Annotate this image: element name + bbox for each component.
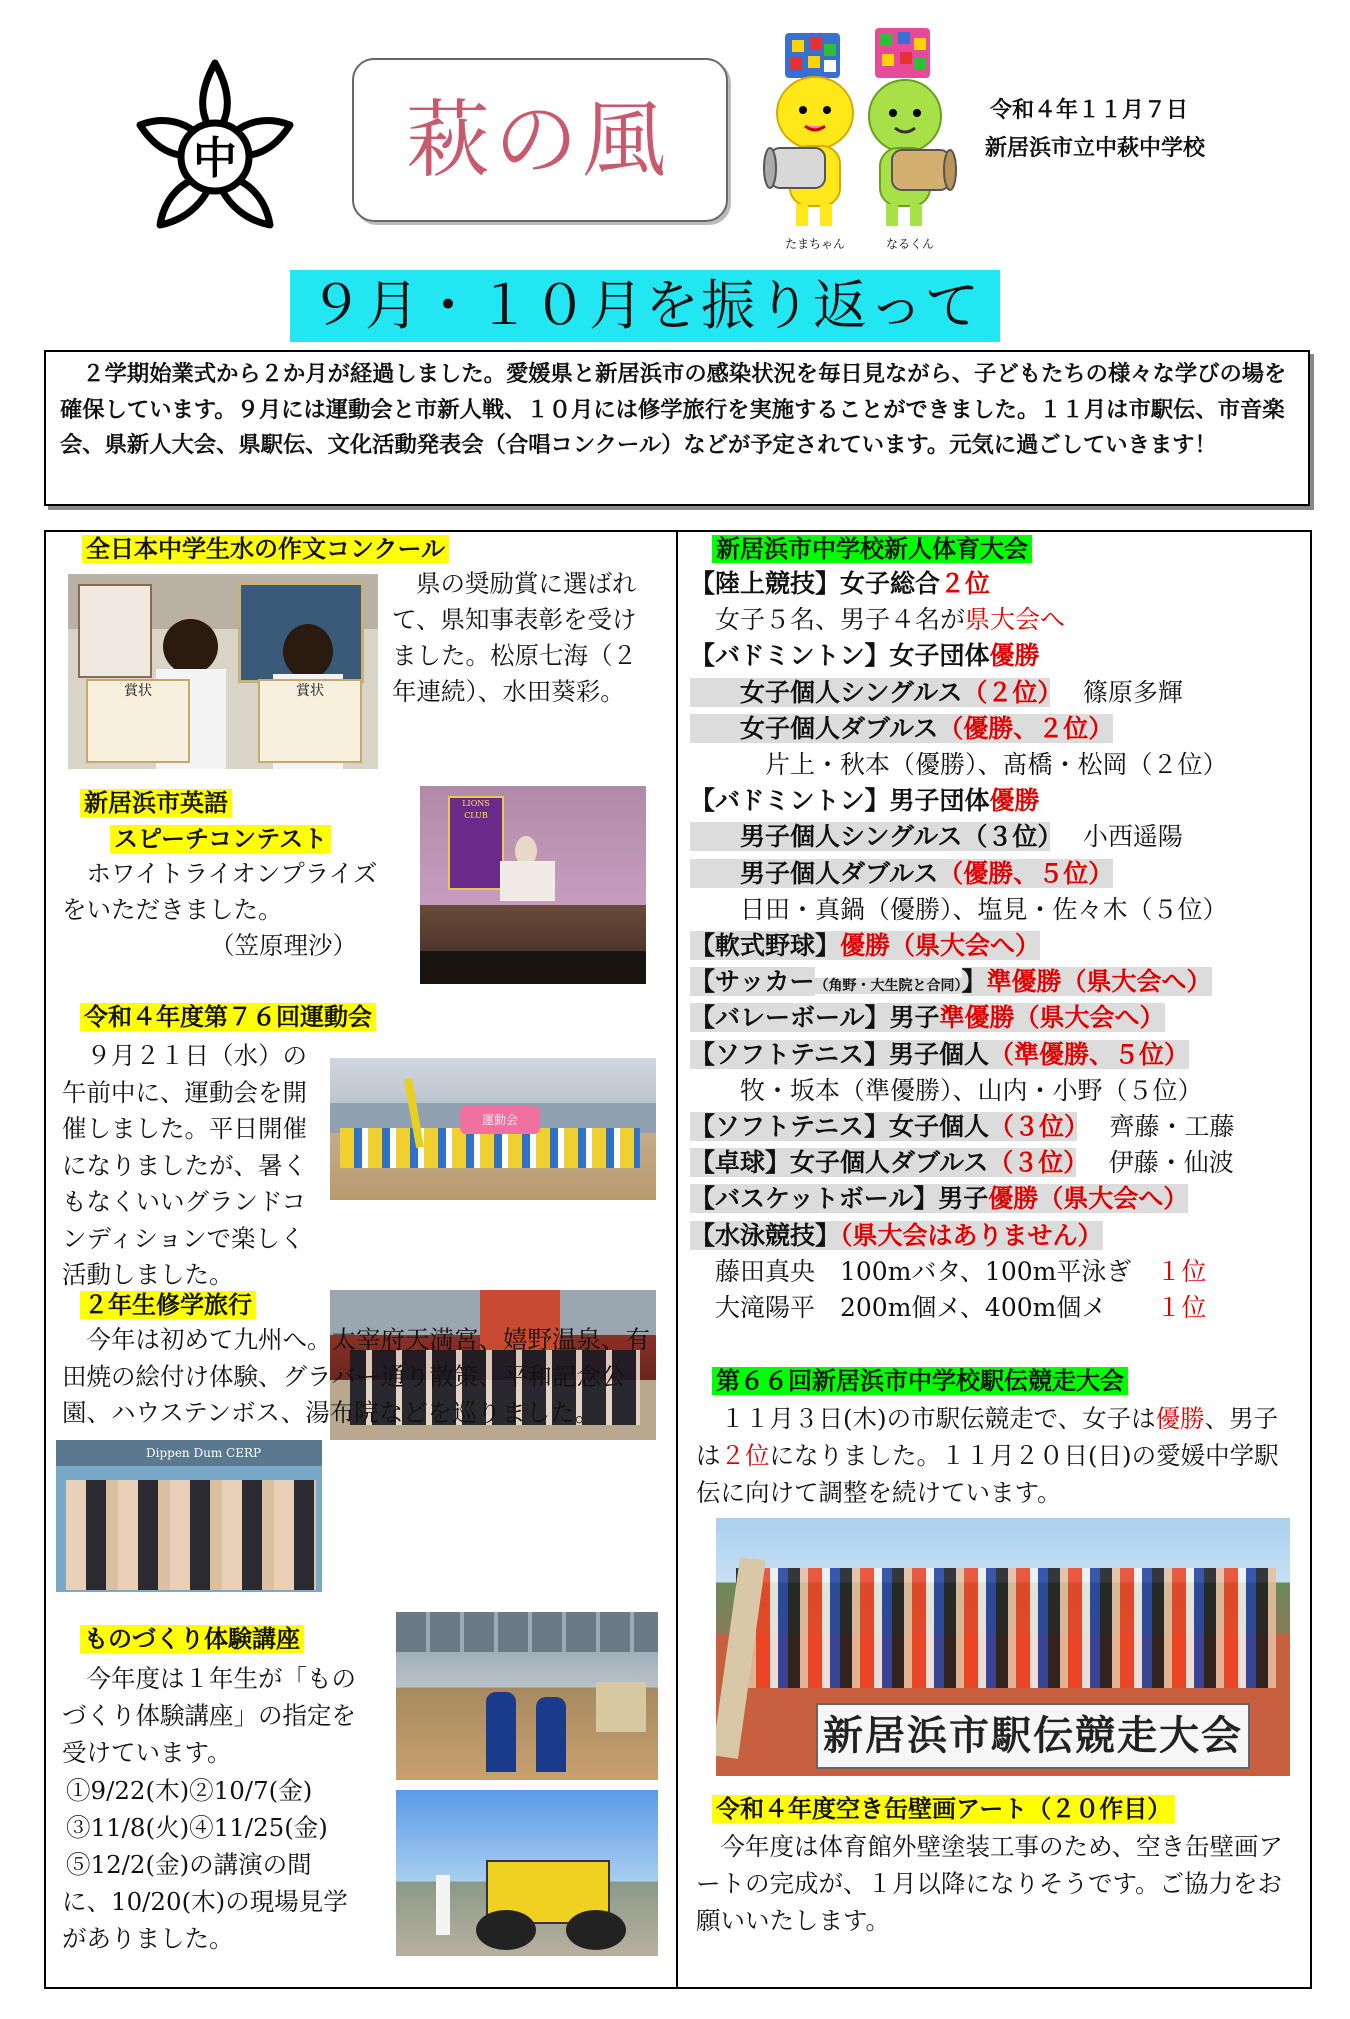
meet-result-part: 【陸上競技】女子総合 <box>690 569 941 598</box>
craft-dates-2: ③11/8(火)④11/25(金) <box>66 1813 328 1842</box>
meet-result-part: 優勝（県大会へ） <box>988 1184 1189 1214</box>
meet-result-part: 優勝（県大会へ） <box>840 931 1041 960</box>
meet-result-part: 伊藤・仙波 <box>1075 1148 1234 1178</box>
meet-result-line <box>690 1290 1206 1326</box>
meet-result-part: 男子個人シングルス（３位） <box>690 822 1050 852</box>
sports-heading-wrap <box>80 1000 376 1034</box>
meet-result-line <box>690 783 1040 819</box>
road-roller-photo <box>396 1790 658 1956</box>
ekiden-team-photo <box>716 1518 1290 1776</box>
meet-result-part: 【サッカー <box>690 967 815 997</box>
meet-result-line <box>690 819 1183 855</box>
meet-result-part: （角野・大生院と合同） <box>814 978 962 995</box>
meet-result-line <box>690 675 1183 711</box>
meet-result-part: （３位） <box>989 1112 1077 1141</box>
essay-heading-wrap <box>82 532 449 566</box>
sports-body: ９月２１日（水）の午前中に、運動会を開催しました。平日開催になりましたが、暑くもなくいいグランドコンディションで楽しく活動しました。 <box>62 1041 307 1289</box>
meet-result-line <box>690 1000 1165 1036</box>
craft-body-2: に、10/20(木)の現場見学がありました。 <box>62 1887 348 1953</box>
meet-result-part: 【バレーボール】男子 <box>690 1003 940 1033</box>
meet-result-part: 県大会へ <box>965 605 1066 635</box>
meet-result-part: １位 <box>1156 1293 1207 1322</box>
mascot-right-name: なるくん <box>885 237 935 251</box>
speech-contest-photo <box>420 786 646 984</box>
meet-result-part: 【卓球】女子個人ダブルス <box>690 1148 989 1178</box>
certificate-1: 賞状 <box>86 679 190 763</box>
ekiden-body-c: になりました。１１月２０日(日)の愛媛中学駅伝に向けて調整を続けています。 <box>696 1441 1279 1507</box>
essay-award-photo <box>68 574 378 769</box>
speech-heading-wrap-1 <box>80 786 232 820</box>
school-name: 新居浜市立中萩中学校 <box>985 136 1206 161</box>
newsletter-title: 萩の風 <box>405 91 670 189</box>
meet-result-line <box>690 1145 1234 1181</box>
meet-result-part: （２位） <box>962 677 1050 707</box>
lions-banner: LIONS CLUB <box>448 796 504 890</box>
craft-dates-1: ①9/22(木)②10/7(金) <box>66 1776 313 1805</box>
meet-result-part: 【ソフトテニス】女子個人 <box>690 1112 990 1141</box>
meet-result-part: （優勝、５位） <box>938 858 1114 888</box>
ekiden-banner: 新居浜市駅伝競走大会 <box>816 1703 1250 1769</box>
meet-result-part: １位 <box>1156 1256 1207 1286</box>
meet-result-line <box>690 711 1113 747</box>
meet-result-part: 【軟式野球】 <box>690 931 841 960</box>
meet-result-part: 優勝 <box>989 786 1040 816</box>
ekiden-body-b: 、男子は <box>696 1404 1279 1470</box>
meet-result-line <box>690 1181 1188 1217</box>
essay-heading: 全日本中学生水の作文コンクール <box>82 535 449 563</box>
ekiden-heading-wrap <box>712 1364 1128 1398</box>
meet-result-part: （３位） <box>988 1148 1076 1178</box>
meet-result-part: （準優勝、５位） <box>989 1039 1190 1069</box>
meet-result-line <box>690 1218 1103 1254</box>
mascot-illustration <box>760 28 960 256</box>
ekiden-heading: 第６６回新居浜市中学校駅伝競走大会 <box>712 1367 1128 1395</box>
meet-result-part: 大滝陽平 200m個メ、400m個メ <box>690 1293 1157 1322</box>
can-body: 今年度は体育館外壁塗装工事のため、空き缶壁画アートの完成が、１月以降になりそうです。ご協力をお願いいたします。 <box>696 1832 1284 1935</box>
meet-result-part: 齊藤・工藤 <box>1076 1112 1235 1141</box>
speech-heading-1: 新居浜市英語 <box>80 789 232 817</box>
craft-body: 今年度は１年生が「ものづくり体験講座」の指定を受けています。 <box>62 1664 356 1767</box>
sports-banner: 運動会 <box>460 1106 540 1134</box>
intro-text: ２学期始業式から２か月が経過しました。愛媛県と新居浜市の感染状況を毎日見ながら、子どもたちの様々な学びの場を確保しています。９月には運動会と市新人戦、１０月には修学旅行を実施することができました。１１月は市駅伝、市音楽会、県新人大会、県駅伝、文化活動発表会（合唱コンクール）などが予定されています。元気に過ごしていきます！ <box>60 361 1287 458</box>
meet-heading-wrap <box>712 532 1032 566</box>
meet-result-part: 日田・真鍋（優勝）、塩見・佐々木（５位） <box>690 894 1228 924</box>
craft-dates-3: ⑤12/2(金)の講演の間 <box>66 1850 312 1879</box>
meet-result-part: 女子個人ダブルス <box>690 713 939 743</box>
meet-result-line <box>690 928 1040 964</box>
certificate-2: 賞状 <box>258 679 362 763</box>
speech-body: ホワイトライオンプライズをいただきました。 <box>62 859 378 924</box>
emblem-char: 中 <box>193 133 237 184</box>
ekiden-body <box>696 1400 1296 1511</box>
meet-result-part: 【水泳競技】 <box>690 1220 841 1250</box>
meet-result-part: 【ソフトテニス】男子個人 <box>690 1039 990 1069</box>
sports-festival-photo <box>330 1058 656 1200</box>
meet-result-line <box>690 1254 1206 1290</box>
meet-result-line <box>690 1073 1203 1109</box>
meet-result-part: 優勝 <box>989 641 1040 671</box>
factory-photo <box>396 1612 658 1780</box>
essay-body: 県の奨励賞に選ばれて、県知事表彰を受けました。松原七海（２年連続）、水田葵彩。 <box>392 569 637 706</box>
ekiden-girls-result: 優勝 <box>1155 1404 1205 1433</box>
trip-body <box>62 1322 662 1592</box>
meet-result-part: 女子５名、男子４名が <box>690 605 966 635</box>
speech-winner-name: （笠原理沙） <box>210 931 357 960</box>
trip-sign: Dippen Dum CERP <box>56 1440 322 1466</box>
meet-result-line <box>690 856 1113 892</box>
meet-result-part: ２位 <box>940 569 991 598</box>
meet-result-part: 【バドミントン】男子団体 <box>690 786 990 816</box>
meet-result-line <box>690 1109 1234 1145</box>
meet-result-part: 【バドミントン】女子団体 <box>690 641 990 671</box>
meet-result-part: 女子個人シングルス <box>690 677 963 707</box>
meet-heading: 新居浜市中学校新人体育大会 <box>712 535 1032 563</box>
meet-result-part: 小西遥陽 <box>1049 822 1183 852</box>
meet-result-line <box>690 747 1228 783</box>
can-heading: 令和４年度空き缶壁画アート（２０作目） <box>712 1795 1175 1823</box>
speech-heading-wrap-2 <box>110 822 331 856</box>
meet-result-part: 藤田真央 100mバタ、100m平泳ぎ <box>690 1256 1157 1286</box>
meet-result-line <box>690 602 1065 638</box>
meet-result-part: 男子個人ダブルス <box>690 858 939 888</box>
trip-body-text: 今年は初めて九州へ。太宰府天満宮、嬉野温泉、有田焼の絵付け体験、グラバー通り散策、平和記念公園、ハウステンボス、湯布院などを巡りました。 <box>62 1325 650 1427</box>
column-divider <box>676 530 678 1987</box>
meet-result-part: 準優勝（県大会へ） <box>986 967 1212 997</box>
meet-result-part: 片上・秋本（優勝）、髙橋・松岡（２位） <box>690 750 1228 779</box>
meet-result-part: 【バスケットボール】男子 <box>690 1184 989 1214</box>
meet-result-part: 】 <box>961 967 987 997</box>
ekiden-body-a: １１月３日(木)の市駅伝競走で、女子は <box>696 1404 1156 1433</box>
issue-date: 令和４年１１月７日 <box>990 98 1189 123</box>
section-banner-text: ９月・１０月を振り返って <box>309 274 981 337</box>
trip-heading: ２年生修学旅行 <box>80 1291 256 1319</box>
sports-heading: 令和４年度第７６回運動会 <box>80 1003 376 1031</box>
meet-result-part: （県大会はありません） <box>840 1220 1103 1250</box>
meet-result-line <box>690 964 1212 1004</box>
meet-result-line <box>690 638 1040 674</box>
ekiden-boys-result: ２位 <box>720 1441 770 1470</box>
meet-result-line <box>690 1037 1189 1073</box>
meet-result-part: 準優勝（県大会へ） <box>939 1003 1165 1033</box>
meet-result-line <box>690 892 1228 928</box>
craft-heading-wrap <box>80 1622 304 1656</box>
meet-result-part: （優勝、２位） <box>938 713 1114 743</box>
meet-result-part: 牧・坂本（準優勝）、山内・小野（５位） <box>690 1075 1203 1105</box>
speech-heading-2: スピーチコンテスト <box>110 825 331 853</box>
can-heading-wrap <box>712 1792 1175 1826</box>
school-emblem <box>130 55 300 240</box>
meet-result-part: 篠原多輝 <box>1049 677 1183 707</box>
craft-heading: ものづくり体験講座 <box>80 1625 304 1653</box>
mascot-left-name: たまちゃん <box>784 237 846 251</box>
meet-result-line <box>690 566 990 602</box>
trip-heading-wrap <box>80 1288 256 1322</box>
